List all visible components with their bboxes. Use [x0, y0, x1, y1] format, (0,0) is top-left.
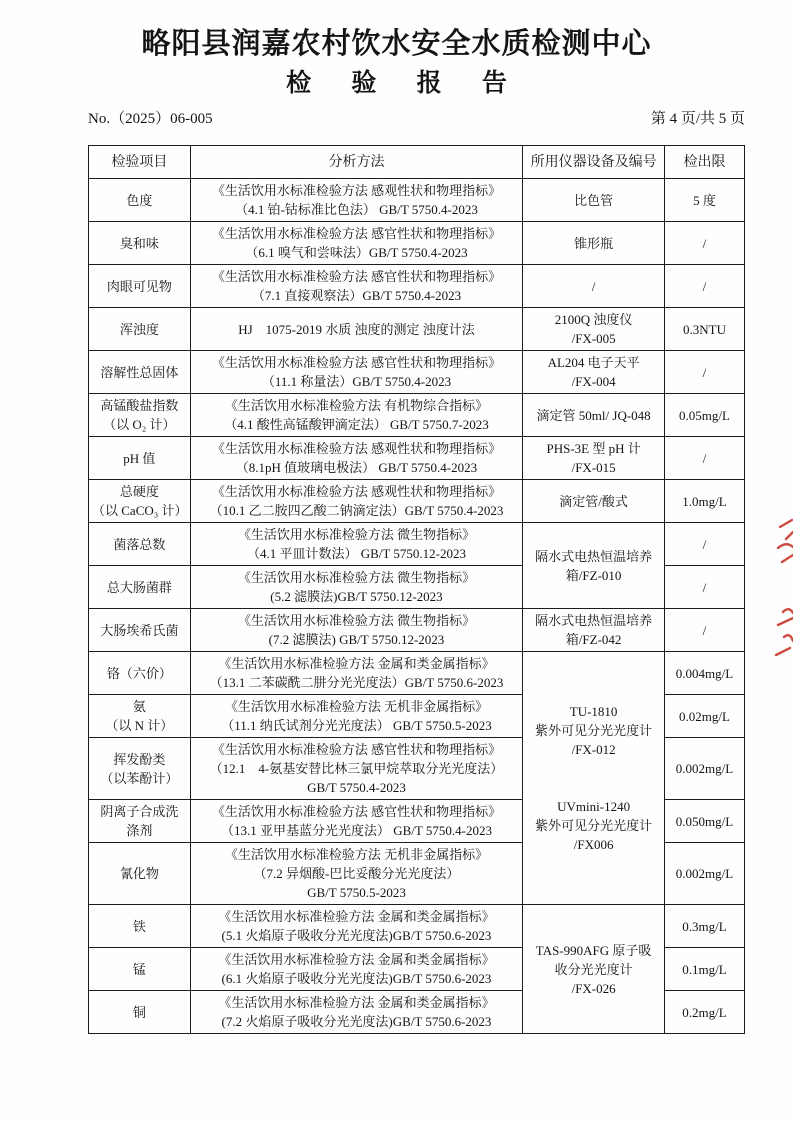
limit-cell: 0.050mg/L: [664, 800, 744, 843]
method-cell: 《生活饮用水标准检验方法 感观性状和物理指标》 （4.1 铂-钴标准比色法） GB/T 5750.4-2023: [190, 179, 523, 222]
instrument-cell: 隔水式电热恒温培养 箱/FZ-042: [523, 609, 665, 652]
method-cell: HJ 1075-2019 水质 浊度的测定 浊度计法: [190, 308, 523, 351]
method-cell: 《生活饮用水标准检验方法 金属和类金属指标》 （13.1 二苯碳酰二肼分光光度法）GB/T 5750.6-2023: [190, 652, 523, 695]
limit-cell: 1.0mg/L: [664, 480, 744, 523]
method-cell: 《生活饮用水标准检验方法 感官性状和物理指标》 （6.1 嗅气和尝味法）GB/T 5750.4-2023: [190, 222, 523, 265]
table-row: [89, 394, 745, 437]
method-cell: 《生活饮用水标准检验方法 感官性状和物理指标》 （12.1 4-氨基安替比林三氯甲烷萃取分光光度法） GB/T 5750.4-2023: [190, 738, 523, 800]
report-title: 检 验 报 告: [286, 69, 524, 97]
instrument-cell: /: [523, 265, 665, 308]
table-row: [89, 222, 745, 265]
page-indicator: 第 4 页/共 5 页: [650, 110, 745, 127]
method-cell: 《生活饮用水标准检验方法 微生物指标》 （4.1 平皿计数法） GB/T 5750.12-2023: [190, 523, 523, 566]
limit-cell: 0.3mg/L: [664, 905, 744, 948]
red-pen-marks: [771, 515, 793, 675]
item-cell: 氨 （以 N 计）: [89, 695, 191, 738]
limit-cell: /: [664, 222, 744, 265]
item-cell: 铬（六价）: [89, 652, 191, 695]
column-header-item: 检验项目: [89, 146, 191, 179]
item-cell: 浑浊度: [89, 308, 191, 351]
table-row: [89, 265, 745, 308]
table-row: [89, 480, 745, 523]
limit-cell: 5 度: [664, 179, 744, 222]
org-title: 略阳县润嘉农村饮水安全水质检测中心: [141, 28, 652, 60]
method-cell: 《生活饮用水标准检验方法 微生物指标》 (7.2 滤膜法) GB/T 5750.12-2023: [190, 609, 523, 652]
test-methods-table: [88, 145, 745, 1034]
limit-cell: 0.1mg/L: [664, 948, 744, 991]
limit-cell: 0.002mg/L: [664, 738, 744, 800]
item-cell: 铜: [89, 991, 191, 1034]
method-cell: 《生活饮用水标准检验方法 感观性状和物理指标》 （10.1 乙二胺四乙酸二钠滴定法）GB/T 5750.4-2023: [190, 480, 523, 523]
instrument-cell: 滴定管 50ml/ JQ-048: [523, 394, 665, 437]
table-row: [89, 523, 745, 566]
method-cell: 《生活饮用水标准检验方法 感官性状和物理指标》 （7.1 直接观察法）GB/T 5750.4-2023: [190, 265, 523, 308]
limit-cell: 0.2mg/L: [664, 991, 744, 1034]
column-header-method: 分析方法: [190, 146, 523, 179]
limit-cell: 0.004mg/L: [664, 652, 744, 695]
instrument-cell: 隔水式电热恒温培养 箱/FZ-010: [523, 523, 665, 609]
item-cell: 氰化物: [89, 843, 191, 905]
item-cell: 锰: [89, 948, 191, 991]
report-number: No.（2025）06-005: [88, 110, 213, 127]
column-header-limit: 检出限: [664, 146, 744, 179]
instrument-cell: 比色管: [523, 179, 665, 222]
limit-cell: 0.3NTU: [664, 308, 744, 351]
item-cell: pH 值: [89, 437, 191, 480]
method-cell: 《生活饮用水标准检验方法 金属和类金属指标》 (7.2 火焰原子吸收分光光度法)GB/T 5750.6-2023: [190, 991, 523, 1034]
method-cell: 《生活饮用水标准检验方法 有机物综合指标》 （4.1 酸性高锰酸钾滴定法） GB/T 5750.7-2023: [190, 394, 523, 437]
item-cell: 溶解性总固体: [89, 351, 191, 394]
limit-cell: /: [664, 265, 744, 308]
instrument-cell: AL204 电子天平 /FX-004: [523, 351, 665, 394]
method-cell: 《生活饮用水标准检验方法 感官性状和物理指标》 （11.1 称量法）GB/T 5750.4-2023: [190, 351, 523, 394]
item-cell: 臭和味: [89, 222, 191, 265]
item-cell: 铁: [89, 905, 191, 948]
instrument-cell: TU-1810 紫外可见分光光度计 /FX-012 UVmini-1240 紫外可见分光光度计 /FX006: [523, 652, 665, 905]
table-body: [89, 179, 745, 1034]
method-cell: 《生活饮用水标准检验方法 金属和类金属指标》 (6.1 火焰原子吸收分光光度法)GB/T 5750.6-2023: [190, 948, 523, 991]
table-row: [89, 437, 745, 480]
method-cell: 《生活饮用水标准检验方法 微生物指标》 (5.2 滤膜法)GB/T 5750.12-2023: [190, 566, 523, 609]
method-cell: 《生活饮用水标准检验方法 金属和类金属指标》 (5.1 火焰原子吸收分光光度法)GB/T 5750.6-2023: [190, 905, 523, 948]
table-row: [89, 652, 745, 695]
limit-cell: /: [664, 351, 744, 394]
limit-cell: /: [664, 566, 744, 609]
method-cell: 《生活饮用水标准检验方法 感官性状和物理指标》 （13.1 亚甲基蓝分光光度法） GB/T 5750.4-2023: [190, 800, 523, 843]
item-cell: 总大肠菌群: [89, 566, 191, 609]
instrument-cell: TAS-990AFG 原子吸 收分光光度计 /FX-026: [523, 905, 665, 1034]
instrument-cell: 2100Q 浊度仪 /FX-005: [523, 308, 665, 351]
item-cell: 总硬度 （以 CaCO₃ 计）: [89, 480, 191, 523]
item-cell: 高锰酸盐指数 （以 O₂ 计）: [89, 394, 191, 437]
instrument-cell: 滴定管/酸式: [523, 480, 665, 523]
method-cell: 《生活饮用水标准检验方法 无机非金属指标》 （11.1 纳氏试剂分光光度法） GB/T 5750.5-2023: [190, 695, 523, 738]
meta-row: [88, 110, 745, 130]
table-row: [89, 609, 745, 652]
table-row: [89, 308, 745, 351]
item-cell: 大肠埃希氏菌: [89, 609, 191, 652]
item-cell: 阴离子合成洗 涤剂: [89, 800, 191, 843]
limit-cell: 0.02mg/L: [664, 695, 744, 738]
table-row: [89, 351, 745, 394]
table-row: [89, 179, 745, 222]
table-header-row: [89, 146, 745, 179]
column-header-instrument: 所用仪器设备及编号: [523, 146, 665, 179]
item-cell: 肉眼可见物: [89, 265, 191, 308]
method-cell: 《生活饮用水标准检验方法 感观性状和物理指标》 （8.1pH 值玻璃电极法） GB/T 5750.4-2023: [190, 437, 523, 480]
limit-cell: 0.002mg/L: [664, 843, 744, 905]
limit-cell: /: [664, 437, 744, 480]
item-cell: 菌落总数: [89, 523, 191, 566]
item-cell: 色度: [89, 179, 191, 222]
limit-cell: 0.05mg/L: [664, 394, 744, 437]
limit-cell: /: [664, 609, 744, 652]
item-cell: 挥发酚类 （以苯酚计）: [89, 738, 191, 800]
method-cell: 《生活饮用水标准检验方法 无机非金属指标》 （7.2 异烟酸-巴比妥酸分光光度法） GB/T 5750.5-2023: [190, 843, 523, 905]
limit-cell: /: [664, 523, 744, 566]
table-row: [89, 905, 745, 948]
instrument-cell: PHS-3E 型 pH 计 /FX-015: [523, 437, 665, 480]
instrument-cell: 锥形瓶: [523, 222, 665, 265]
